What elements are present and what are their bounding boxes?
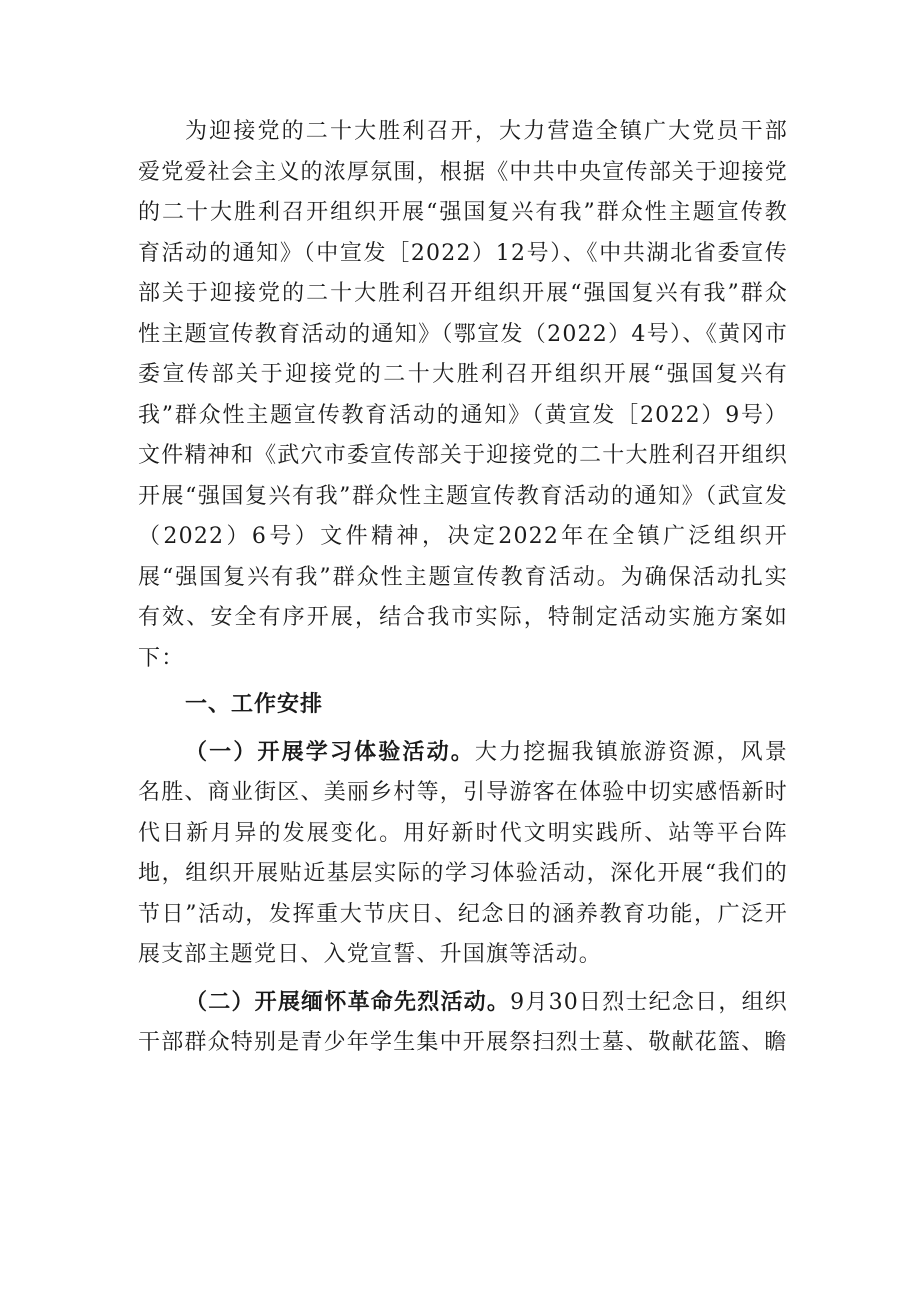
item-2-paragraph (138, 982, 788, 1064)
item-1-paragraph (138, 732, 788, 976)
item-1-lead: （一）开展学习体验活动。 (185, 738, 475, 765)
intro-paragraph: 为迎接党的二十大胜利召开，大力营造全镇广大党员干部爱党爱社会主义的浓厚氛围，根据《中共中央宣传部关于迎接党的二十大胜利召开组织开展“强国复兴有我”群众性主题宣传教育活动的通知》（中宣发［2022）12号）、《中共湖北省委宣传部关于迎接党的二十大胜利召开组织开展“强国复兴有我”群众性主题宣传教育活动的通知》（鄂宣发（2022）4号）、《黄冈市委宣传部关于迎接党的二十大胜利召开组织开展“强国复兴有我”群众性主题宣传教育活动的通知》（黄宣发［2022）9号）文件精神和《武穴市委宣传部关于迎接党的二十大胜利召开组织开展“强国复兴有我”群众性主题宣传教育活动的通知》（武宣发（2022）6号）文件精神，决定2022年在全镇广泛组织开展“强国复兴有我”群众性主题宣传教育活动。为确保活动扎实有效、安全有序开展，结合我市实际，特制定活动实施方案如下： (138, 119, 788, 671)
item-2-body: 9月30日烈士纪念日，组织干部群众特别是青少年学生集中开展祭扫烈士墓、敬献花篮、瞻 (138, 989, 788, 1055)
item-1-body: 大力挖掘我镇旅游资源，风景名胜、商业街区、美丽乡村等，引导游客在体验中切实感悟新时代日新月异的发展变化。用好新时代文明实践所、站等平台阵地，组织开展贴近基层实际的学习体验活动，深化开展“我们的节日”活动，发挥重大节庆日、纪念日的涵养教育功能，广泛开展支部主题党日、入党宣誓、升国旗等活动。 (138, 739, 788, 967)
item-2-lead: （二）开展缅怀革命先烈活动。 (185, 988, 511, 1015)
section-heading-work-arrangement: 一、工作安排 (185, 692, 324, 717)
document-body (138, 112, 788, 1064)
